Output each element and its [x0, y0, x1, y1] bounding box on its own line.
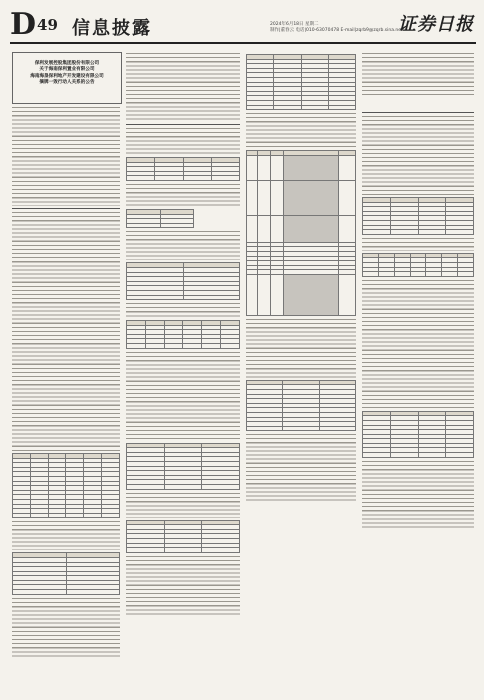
- divider: [12, 208, 120, 209]
- page-number-digits: 49: [37, 16, 58, 34]
- body-text: [12, 597, 120, 659]
- company-name-3: 海南海垦保利地产开发建设有限公司: [30, 73, 104, 79]
- data-table: [362, 197, 474, 235]
- body-text: [246, 318, 356, 378]
- data-table: [246, 54, 356, 110]
- large-data-table: [246, 150, 356, 316]
- data-table: [362, 411, 474, 458]
- divider: [126, 124, 240, 125]
- data-table: [362, 253, 474, 277]
- data-table: [126, 320, 240, 349]
- body-text: [362, 52, 474, 96]
- body-text: [126, 492, 240, 518]
- body-text: [362, 115, 474, 195]
- body-text: [246, 112, 356, 148]
- body-text: [246, 433, 356, 503]
- data-table: [126, 262, 240, 300]
- data-table: [12, 552, 120, 594]
- body-text: [12, 106, 120, 206]
- newspaper-logo: 证券日报: [398, 14, 474, 35]
- body-text: [126, 230, 240, 260]
- data-table: [126, 157, 240, 181]
- company-name-2: 关于海南保利置业有限公司: [39, 67, 95, 73]
- page-letter: D: [10, 7, 37, 42]
- body-text: [126, 302, 240, 318]
- signature-block: [362, 96, 474, 110]
- data-table: [246, 380, 356, 432]
- masthead: [10, 8, 476, 44]
- data-table: [12, 453, 120, 518]
- page-number: [10, 8, 58, 42]
- body-text: [12, 520, 120, 550]
- data-table: [126, 209, 194, 228]
- editor-line: 制作|董春云 电话|010-63070478 E-mail|zqrb9@zqrb.sina.net: [270, 28, 403, 33]
- column-2: [126, 52, 240, 615]
- data-table: [126, 520, 240, 553]
- column-3: [246, 52, 356, 503]
- date-line: 2024年6月18日 星期二: [270, 22, 319, 27]
- data-table: [126, 443, 240, 490]
- column-1: [12, 106, 120, 659]
- body-text: [12, 211, 120, 451]
- announcement-title: 摘牌一致行动人关系的公告: [39, 80, 95, 86]
- body-text: [126, 555, 240, 615]
- body-text: [362, 237, 474, 251]
- section-title: 信息披露: [72, 18, 152, 39]
- masthead-meta: [270, 22, 403, 34]
- body-text: [362, 279, 474, 409]
- body-text: [126, 127, 240, 155]
- body-text: [126, 52, 240, 122]
- body-text: [126, 183, 240, 207]
- divider: [362, 112, 474, 113]
- body-text: [126, 351, 240, 441]
- column-4: [362, 52, 474, 530]
- body-text: [362, 460, 474, 530]
- company-name-1: 保利发展控股集团股份有限公司: [34, 61, 100, 66]
- announcement-header-box: [12, 52, 122, 104]
